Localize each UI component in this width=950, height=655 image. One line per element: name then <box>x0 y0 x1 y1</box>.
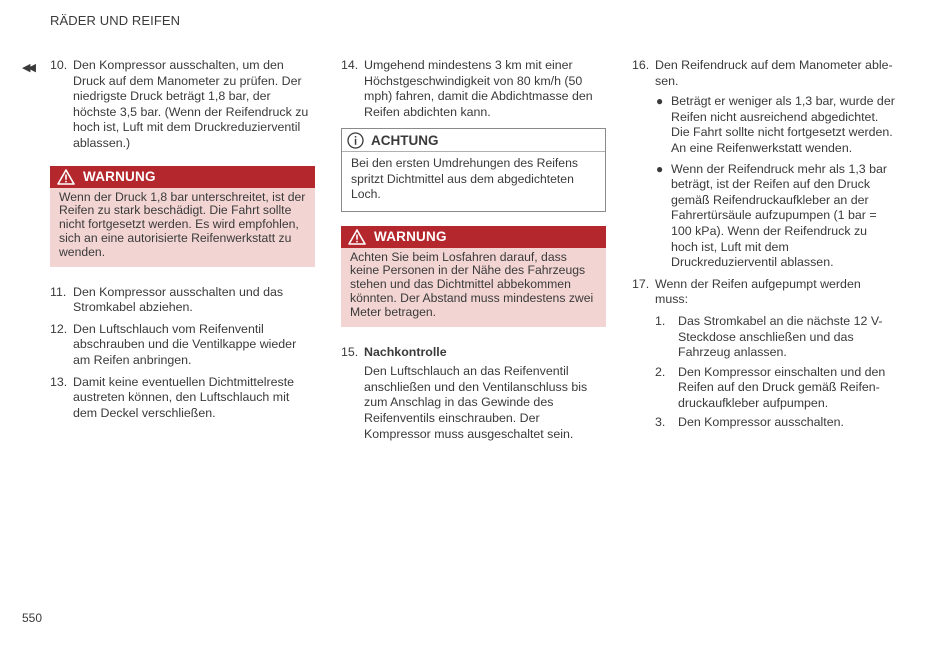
step-number: 14. <box>341 58 359 72</box>
column-2 <box>341 58 606 448</box>
substep-text: Das Stromkabel an die nächste 12 V-Steckdose anschließen und das Fahrzeug anlassen. <box>678 313 883 360</box>
step-number: 12. <box>50 321 68 336</box>
step-number: 11. <box>50 284 67 299</box>
warning-text: Wenn der Druck 1,8 bar unterschreitet, ist der Reifen zu stark beschädigt. Die Fahrt sollte nicht fortgesetzt werden. Es wird empfohlen, sich an eine autorisierte Reifenwerkstatt zu wenden. <box>59 189 306 259</box>
step-14 <box>341 58 606 120</box>
bullet-text: Wenn der Reifendruck mehr als 1,3 bar beträgt, ist der Reifen auf den Druck gemäß Reifendruckaufkleber an der Fahrertürsäule aufzupumpen (1 bar = 100 kPa). Wenn der Reifendruck zu hoch ist, Luft mit dem Druckreduzierventil ablassen. <box>671 161 888 270</box>
step-text: Den Luftschlauch vom Reifenventil abschrauben und die Ventilkappe wieder am Reifen anbringen. <box>73 321 297 367</box>
step-number: 17. <box>632 276 650 291</box>
substep-number: 3. <box>655 415 666 430</box>
caution-text: Bei den ersten Umdrehungen des Reifens spritzt Dichtmittel aus dem abgedichteten Loch. <box>351 156 578 202</box>
substep-text: Den Kompressor ausschalten. <box>678 415 844 430</box>
bullet-item <box>655 162 897 271</box>
previous-page-icon[interactable]: ◀◀ <box>22 62 33 74</box>
step-text: Den Kompressor ausschalten und das Stromkabel abziehen. <box>73 284 284 315</box>
warning-header <box>50 166 315 188</box>
step-10 <box>50 58 315 152</box>
step-text: Den Luftschlauch an das Reifenventil anschließen und den Ventilanschluss bis zum Anschlag in das Gewinde des Reifenventils einschrauben. Der Kompressor muss ausgeschaltet sein. <box>364 364 588 441</box>
caution-box <box>341 128 606 211</box>
step-15 <box>341 345 606 443</box>
step-17 <box>632 277 897 431</box>
page-number: 550 <box>22 611 43 625</box>
step-text: Umgehend mindestens 3 km mit einer Höchstgeschwindigkeit von 80 km/h (50 mph) fahren, damit die Abdichtmasse den Reifen abdichten kann. <box>364 58 593 119</box>
substep-3 <box>655 415 897 431</box>
warning-triangle-icon <box>348 229 366 245</box>
step-number: 10. <box>50 58 68 72</box>
warning-title: WARNUNG <box>83 168 156 184</box>
column-1 <box>50 58 315 427</box>
bullet-list <box>655 94 897 271</box>
step-text: Den Reifendruck auf dem Manometer ablesen. <box>655 58 893 88</box>
step-text: Wenn der Reifen aufgepumpt werden muss: <box>655 276 861 307</box>
step-11 <box>50 285 315 316</box>
warning-header <box>341 226 606 248</box>
step-number: 16. <box>632 58 650 72</box>
caution-header <box>342 129 605 152</box>
info-circle-icon <box>347 132 364 149</box>
step-text: Damit keine eventuellen Dichtmittelreste austreten können, den Luftschlauch mit dem Deckel verschließen. <box>73 374 295 420</box>
column-3 <box>632 58 897 437</box>
bullet-item <box>655 94 897 156</box>
step-heading: Nachkontrolle <box>364 344 447 359</box>
section-title: RÄDER UND REIFEN <box>50 13 181 28</box>
bullet-text: Beträgt er weniger als 1,3 bar, wurde der Reifen nicht ausreichend abgedichtet. Die Fahrt sollte nicht fortgesetzt werden. An eine Reifenwerkstatt wenden. <box>671 94 895 155</box>
warning-triangle-icon <box>57 169 75 185</box>
step-16 <box>632 58 897 271</box>
warning-text: Achten Sie beim Losfahren darauf, dass keine Personen in der Nähe des Fahrzeugs stehen und das Dichtmittel abbekommen könnten. Der Abstand muss mindestens zwei Meter betragen. <box>350 249 594 319</box>
bullet-icon: ● <box>656 94 664 109</box>
step-number: 13. <box>50 374 68 389</box>
step-number: 15. <box>341 344 359 359</box>
warning-box <box>50 166 315 267</box>
caution-title: ACHTUNG <box>371 132 439 148</box>
substep-number: 2. <box>655 364 666 379</box>
substep-1 <box>655 314 897 361</box>
bullet-icon: ● <box>656 161 664 176</box>
step-12 <box>50 322 315 369</box>
warning-box <box>341 226 606 327</box>
substep-number: 1. <box>655 313 666 328</box>
warning-title: WARNUNG <box>374 228 447 244</box>
substep-2 <box>655 365 897 412</box>
step-13 <box>50 375 315 422</box>
substep-text: Den Kompressor einschalten und den Reifen auf den Druck gemäß Reifendruckaufkleber aufpumpen. <box>678 364 886 410</box>
step-text: Den Kompressor ausschalten, um den Druck auf dem Manometer zu prüfen. Der niedrigste Druck beträgt 1,8 bar, der höchste 3,5 bar. (Wenn der Reifendruck zu hoch ist, Luft mit dem Druckreduzierventil ablassen.) <box>73 58 309 150</box>
